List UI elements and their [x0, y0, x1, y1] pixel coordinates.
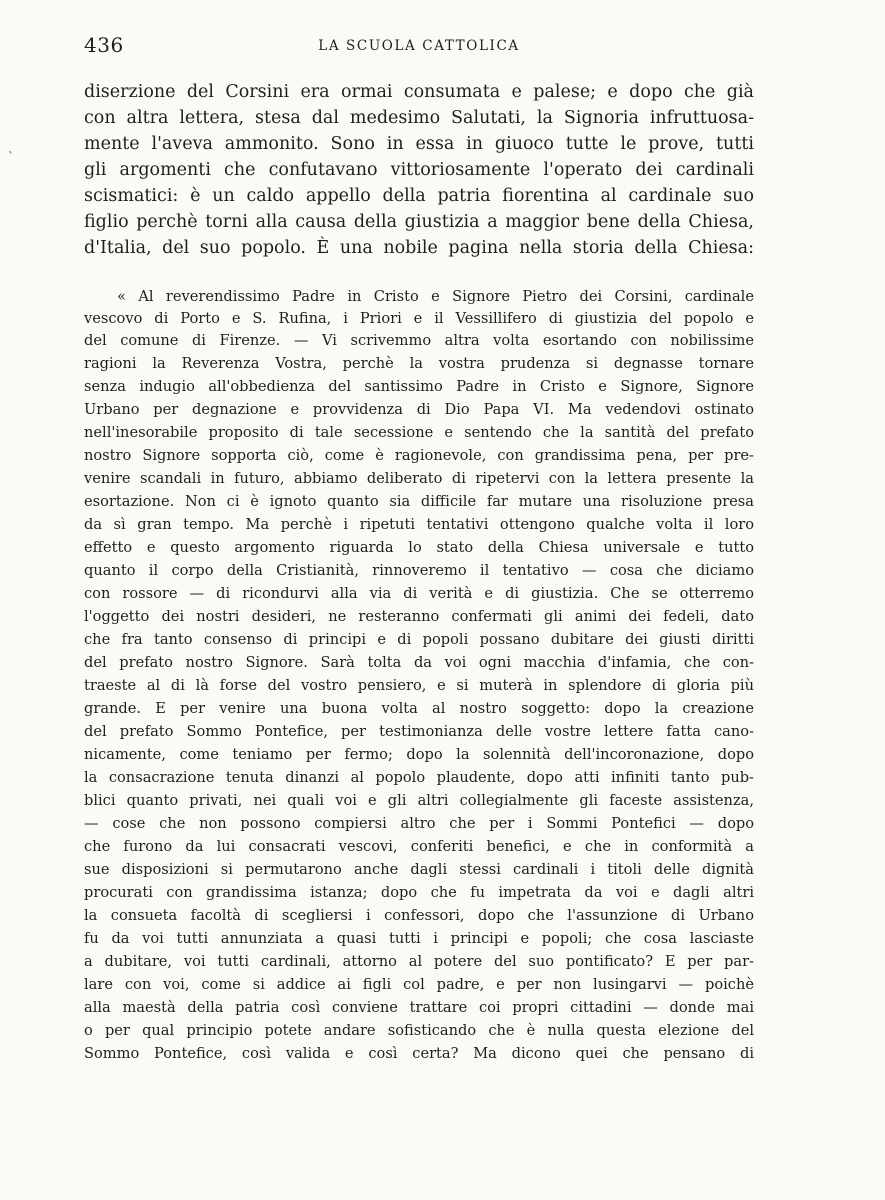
body-line: figlio perchè torni alla causa della giustizia a maggior bene della Chiesa, [84, 212, 754, 232]
quote-line: grande. E per venire una buona volta al nostro soggetto: dopo la creazione [84, 700, 754, 717]
quote-line: la consueta facoltà di scegliersi i confessori, dopo che l'assunzione di Urbano [84, 907, 754, 924]
page-header [84, 33, 754, 61]
quote-line: alla maestà della patria così conviene trattare coi propri cittadini — donde mai [84, 999, 754, 1016]
quote-line: nell'inesorabile proposito di tale secessione e sentendo che la santità del prefato [84, 424, 754, 441]
quote-line: nicamente, come teniamo per fermo; dopo la solennità dell'incoronazione, dopo [84, 746, 754, 763]
quote-line: quanto il corpo della Cristianità, rinnoveremo il tentativo — cosa che diciamo [84, 562, 754, 579]
body-line: scismatici: è un caldo appello della patria fiorentina al cardinale suo [84, 186, 754, 206]
quote-line: a dubitare, voi tutti cardinali, attorno al potere del suo pontificato? E per par- [84, 953, 754, 970]
quote-line: ragioni la Reverenza Vostra, perchè la vostra prudenza si degnasse tornare [84, 355, 754, 372]
quote-line: che furono da lui consacrati vescovi, conferiti benefici, e che in conformità a [84, 838, 754, 855]
quote-line: del comune di Firenze. — Vi scrivemmo altra volta esortando con nobilissime [84, 332, 754, 349]
quote-line: senza indugio all'obbedienza del santissimo Padre in Cristo e Signore, Signore [84, 378, 754, 395]
quote-line: sue disposizioni si permutarono anche dagli stessi cardinali i titoli delle dignità [84, 861, 754, 878]
quote-line: « Al reverendissimo Padre in Cristo e Signore Pietro dei Corsini, cardinale [117, 288, 754, 305]
quote-line: vescovo di Porto e S. Rufina, i Priori e il Vessillifero di giustizia del popolo e [84, 310, 754, 327]
quote-line: del prefato Sommo Pontefice, per testimonianza delle vostre lettere fatta cano- [84, 723, 754, 740]
quote-line: blici quanto privati, nei quali voi e gli altri collegialmente gli faceste assistenza, [84, 792, 754, 809]
quote-line: che fra tanto consenso di principi e di popoli possano dubitare dei giusti diritti [84, 631, 754, 648]
quote-line: esortazione. Non ci è ignoto quanto sia difficile far mutare una risoluzione presa [84, 493, 754, 510]
quote-line: procurati con grandissima istanza; dopo che fu impetrata da voi e dagli altri [84, 884, 754, 901]
quote-line: Sommo Pontefice, così valida e così certa? Ma dicono quei che pensano di [84, 1045, 754, 1062]
scan-speck: ˋ [8, 150, 14, 164]
quote-line: Urbano per degnazione e provvidenza di Dio Papa VI. Ma vedendovi ostinato [84, 401, 754, 418]
running-title: LA SCUOLA CATTOLICA [318, 38, 520, 54]
quote-line: lare con voi, come si addice ai figli col padre, e per non lusingarvi — poichè [84, 976, 754, 993]
quote-line: l'oggetto dei nostri desideri, ne resteranno confermati gli animi dei fedeli, dato [84, 608, 754, 625]
quote-line: nostro Signore sopporta ciò, come è ragionevole, con grandissima pena, per pre- [84, 447, 754, 464]
quote-line: da sì gran tempo. Ma perchè i ripetuti tentativi ottengono qualche volta il loro [84, 516, 754, 533]
quote-line: del prefato nostro Signore. Sarà tolta da voi ogni macchia d'infamia, che con- [84, 654, 754, 671]
quote-line: fu da voi tutti annunziata a quasi tutti i principi e popoli; che cosa lasciaste [84, 930, 754, 947]
body-line: d'Italia, del suo popolo. È una nobile pagina nella storia della Chiesa: [84, 238, 754, 258]
quote-line: effetto e questo argomento riguarda lo stato della Chiesa universale e tutto [84, 539, 754, 556]
quote-line: — cose che non possono compiersi altro che per i Sommi Pontefici — dopo [84, 815, 754, 832]
quote-line: con rossore — di ricondurvi alla via di verità e di giustizia. Che se otterremo [84, 585, 754, 602]
body-line: mente l'aveva ammonito. Sono in essa in giuoco tutte le prove, tutti [84, 134, 754, 154]
page-number: 436 [84, 33, 124, 57]
quote-line: la consacrazione tenuta dinanzi al popolo plaudente, dopo atti infiniti tanto pub- [84, 769, 754, 786]
quote-line: traeste al di là forse del vostro pensiero, e si muterà in splendore di gloria più [84, 677, 754, 694]
quote-line: o per qual principio potete andare sofisticando che è nulla questa elezione del [84, 1022, 754, 1039]
body-line: con altra lettera, stesa dal medesimo Salutati, la Signoria infruttuosa- [84, 108, 754, 128]
body-line: diserzione del Corsini era ormai consumata e palese; e dopo che già [84, 82, 754, 102]
body-line: gli argomenti che confutavano vittoriosamente l'operato dei cardinali [84, 160, 754, 180]
quote-line: venire scandali in futuro, abbiamo deliberato di ripetervi con la lettera presente la [84, 470, 754, 487]
